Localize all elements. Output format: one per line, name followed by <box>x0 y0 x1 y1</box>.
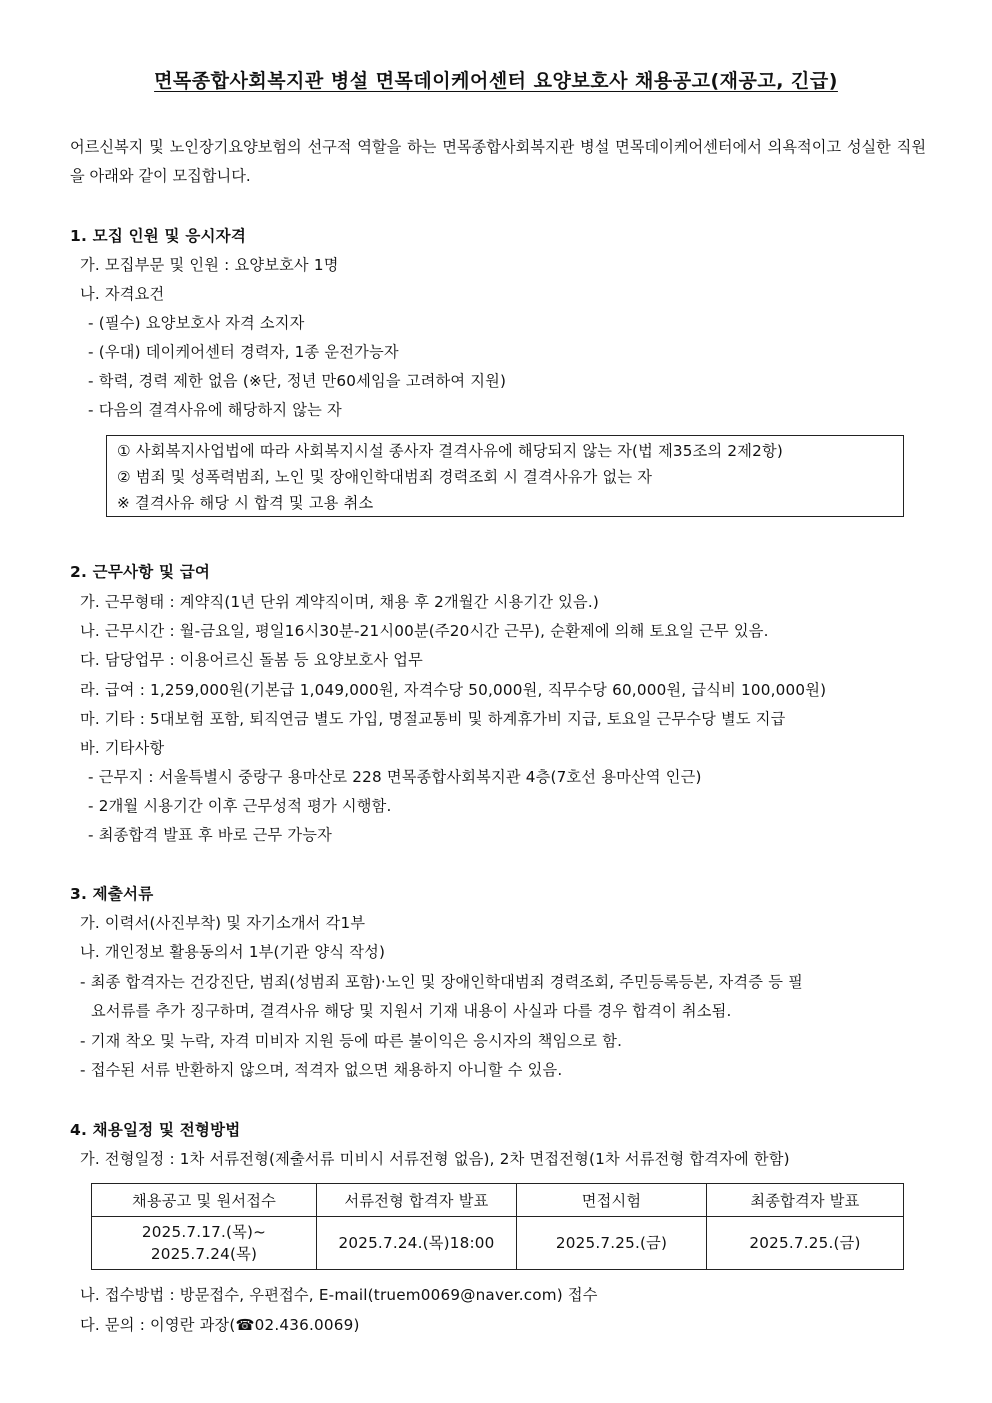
qualification-item: - 다음의 결격사유에 해당하지 않는 자 <box>88 401 342 419</box>
table-cell-line: 2025.7.17.(목)~ <box>141 1223 267 1241</box>
section1-recruit-line: 가. 모집부문 및 인원 : 요양보호사 1명 <box>80 256 339 274</box>
qualification-item: - (우대) 데이케어센터 경력자, 1종 운전가능자 <box>88 343 399 361</box>
schedule-table <box>91 1183 904 1270</box>
other-item: - 최종합격 발표 후 바로 근무 가능자 <box>88 826 333 844</box>
work-condition-line: 다. 담당업무 : 이용어르신 돌봄 등 요양보호사 업무 <box>80 651 423 669</box>
disqualification-item: ② 범죄 및 성폭력범죄, 노인 및 장애인학대범죄 경력조회 시 결격사유가 없는 자 <box>117 468 653 486</box>
document-title: 면목종합사회복지관 병설 면목데이케어센터 요양보호사 채용공고(재공고, 긴급) <box>154 70 838 92</box>
work-condition-line: 마. 기타 : 5대보험 포함, 퇴직연금 별도 가입, 명절교통비 및 하계휴가비 지급, 토요일 근무수당 별도 지급 <box>80 710 786 728</box>
work-condition-line: 바. 기타사항 <box>80 739 165 757</box>
section3-heading: 3. 제출서류 <box>70 885 154 903</box>
disqualification-note: ※ 결격사유 해당 시 합격 및 고용 취소 <box>117 494 374 512</box>
table-row <box>92 1217 904 1270</box>
table-header-cell: 채용공고 및 원서접수 <box>92 1184 317 1217</box>
salary-line: 라. 급여 : 1,259,000원(기본급 1,049,000원, 자격수당 50,000원, 직무수당 60,000원, 급식비 100,000원) <box>80 681 827 699</box>
table-header-cell: 면접시험 <box>517 1184 707 1217</box>
table-cell-line: 2025.7.24(목) <box>150 1245 258 1263</box>
table-cell: 2025.7.25.(금) <box>707 1217 904 1270</box>
intro-paragraph: 어르신복지 및 노인장기요양보험의 선구적 역할을 하는 면목종합사회복지관 병설 면목데이케어센터에서 의욕적이고 성실한 직원을 아래와 같이 모집합니다. <box>70 138 926 185</box>
section2-heading: 2. 근무사항 및 급여 <box>70 563 211 581</box>
other-item: - 2개월 시용기간 이후 근무성적 평가 시행함. <box>88 797 392 815</box>
work-condition-line: 가. 근무형태 : 계약직(1년 단위 계약직이며, 채용 후 2개월간 시용기간 있음.) <box>80 593 600 611</box>
table-cell: 2025.7.24.(목)18:00 <box>317 1217 517 1270</box>
section1-qualification-label: 나. 자격요건 <box>80 285 165 303</box>
document-note: - 기재 착오 및 누락, 자격 미비자 지원 등에 따른 불이익은 응시자의 책임으로 함. <box>80 1032 623 1050</box>
disqualification-box <box>106 435 904 517</box>
table-header-row <box>92 1184 904 1217</box>
document-line: 나. 개인정보 활용동의서 1부(기관 양식 작성) <box>80 943 386 961</box>
work-condition-line: 나. 근무시간 : 월-금요일, 평일16시30분-21시00분(주20시간 근무), 순환제에 의해 토요일 근무 있음. <box>80 622 769 640</box>
table-header-cell: 서류전형 합격자 발표 <box>317 1184 517 1217</box>
table-cell: 2025.7.25.(금) <box>517 1217 707 1270</box>
contact-line: 다. 문의 : 이영란 과장(☎02.436.0069) <box>80 1316 360 1334</box>
document-note: - 최종 합격자는 건강진단, 범죄(성범죄 포함)·노인 및 장애인학대범죄 경력조회, 주민등록등본, 자격증 등 필 <box>80 973 803 991</box>
section1-heading: 1. 모집 인원 및 응시자격 <box>70 227 247 245</box>
section4-heading: 4. 채용일정 및 전형방법 <box>70 1121 241 1139</box>
disqualification-item: ① 사회복지사업법에 따라 사회복지시설 종사자 결격사유에 해당되지 않는 자(법 제35조의 2제2항) <box>117 442 784 460</box>
qualification-item: - (필수) 요양보호사 자격 소지자 <box>88 314 305 332</box>
schedule-line: 가. 전형일정 : 1차 서류전형(제출서류 미비시 서류전형 없음), 2차 면접전형(1차 서류전형 합격자에 한함) <box>80 1150 790 1168</box>
document-line: 가. 이력서(사진부착) 및 자기소개서 각1부 <box>80 914 366 932</box>
document-note: - 접수된 서류 반환하지 않으며, 적격자 없으면 채용하지 아니할 수 있음. <box>80 1061 563 1079</box>
table-cell <box>92 1217 317 1270</box>
qualification-item: - 학력, 경력 제한 없음 (※단, 정년 만60세임을 고려하여 지원) <box>88 372 507 390</box>
other-item: - 근무지 : 서울특별시 중랑구 용마산로 228 면목종합사회복지관 4층(7호선 용마산역 인근) <box>88 768 702 786</box>
document-note: 요서류를 추가 징구하며, 결격사유 해당 및 지원서 기재 내용이 사실과 다를 경우 합격이 취소됨. <box>91 1002 732 1020</box>
application-method-line: 나. 접수방법 : 방문접수, 우편접수, E-mail(truem0069@naver.com) 접수 <box>80 1286 598 1304</box>
table-header-cell: 최종합격자 발표 <box>707 1184 904 1217</box>
